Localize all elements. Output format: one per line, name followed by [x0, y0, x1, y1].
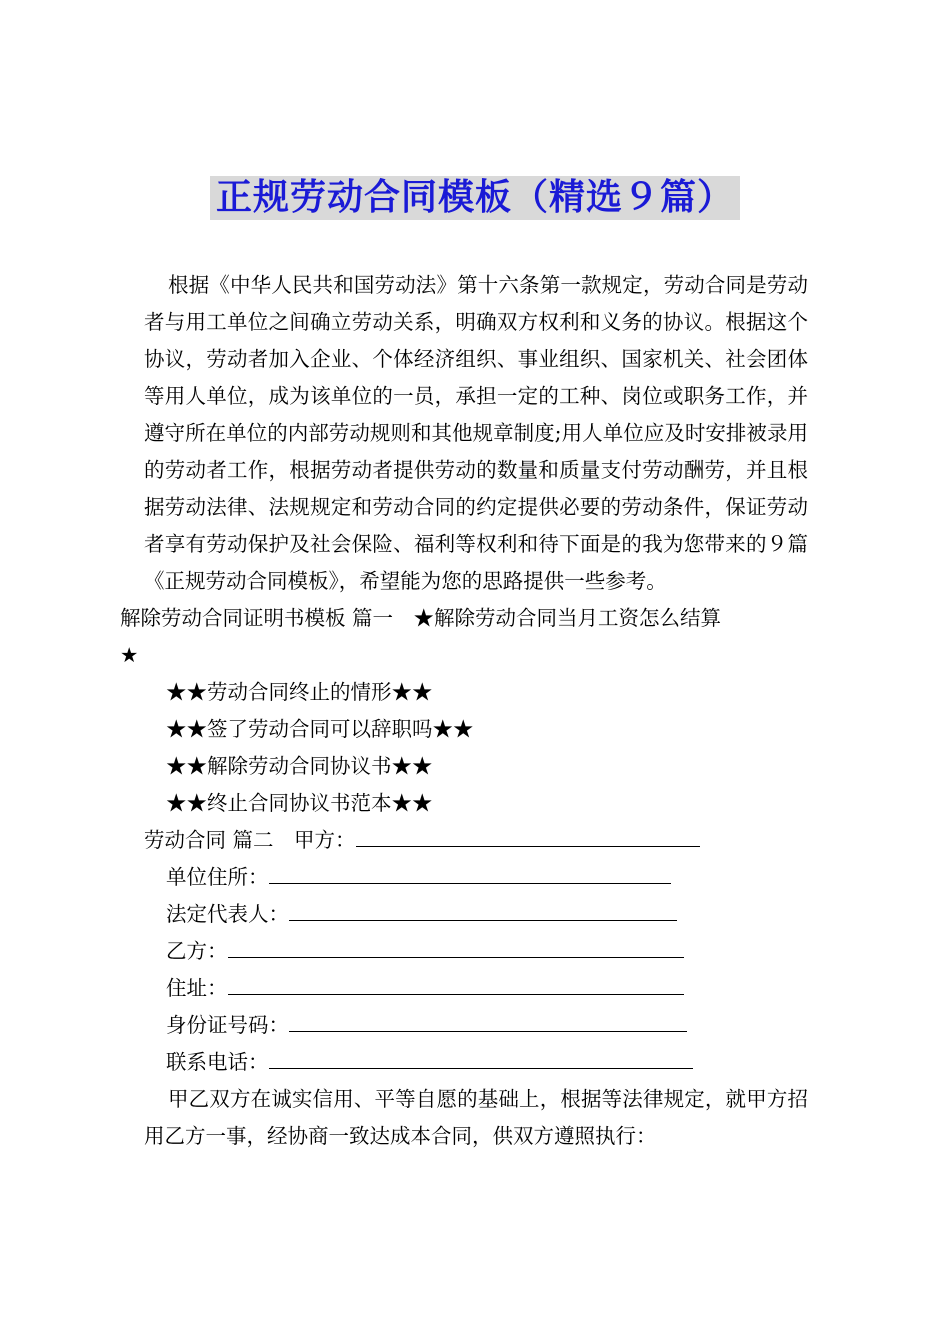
party-b-blank [228, 935, 684, 958]
related-link-2[interactable]: ★★签了劳动合同可以辞职吗★★ [166, 717, 474, 741]
field-label-address: 单位住所： [166, 865, 269, 889]
residence-blank [228, 972, 684, 995]
field-label-residence: 住址： [166, 976, 228, 1000]
contract-party-a-line [144, 822, 808, 859]
related-link-1[interactable]: ★★劳动合同终止的情形★★ [166, 680, 433, 704]
id-number-blank [289, 1009, 687, 1032]
phone-blank [269, 1046, 693, 1069]
field-label-legal-rep: 法定代表人： [166, 902, 289, 926]
field-id-number-line [144, 1007, 808, 1044]
field-label-party-b: 乙方： [166, 939, 228, 963]
field-label-id-number: 身份证号码： [166, 1013, 289, 1037]
field-party-b-line [144, 933, 808, 970]
field-phone-line [144, 1044, 808, 1081]
field-address-line [144, 859, 808, 896]
field-label-phone: 联系电话： [166, 1050, 269, 1074]
field-legal-rep-line [144, 896, 808, 933]
field-residence-line [144, 970, 808, 1007]
closing-paragraph: 甲乙双方在诚实信用、平等自愿的基础上，根据等法律规定，就甲方招用乙方一事，经协商一致达成本合同，供双方遵照执行： [144, 1087, 808, 1148]
party-a-blank [356, 824, 700, 847]
address-blank [269, 861, 671, 884]
document-title: 正规劳动合同模板（精选９篇） [210, 176, 740, 220]
section2-heading: 劳动合同 篇二 甲方： [144, 828, 356, 852]
section1-heading-star: ★ [120, 643, 139, 667]
intro-paragraph: 根据《中华人民共和国劳动法》第十六条第一款规定，劳动合同是劳动者与用工单位之间确立劳动关系，明确双方权利和义务的协议。根据这个协议，劳动者加入企业、个体经济组织、事业组织、国家机关、社会团体等用人单位，成为该单位的一员，承担一定的工种、岗位或职务工作，并遵守所在单位的内部劳动规则和其他规章制度;用人单位应及时安排被录用的劳动者工作，根据劳动者提供劳动的数量和质量支付劳动酬劳，并且根据劳动法律、法规规定和劳动合同的约定提供必要的劳动条件，保证劳动者享有劳动保护及社会保险、福利等权利和待下面是的我为您带来的９篇《正规劳动合同模板》，希望能为您的思路提供一些参考。 [144, 273, 808, 593]
related-link-4[interactable]: ★★终止合同协议书范本★★ [166, 791, 433, 815]
related-link-3[interactable]: ★★解除劳动合同协议书★★ [166, 754, 433, 778]
document-body [120, 267, 808, 1155]
section1-heading-line: 解除劳动合同证明书模板 篇一 ★解除劳动合同当月工资怎么结算 [120, 606, 722, 630]
legal-rep-blank [289, 898, 677, 921]
